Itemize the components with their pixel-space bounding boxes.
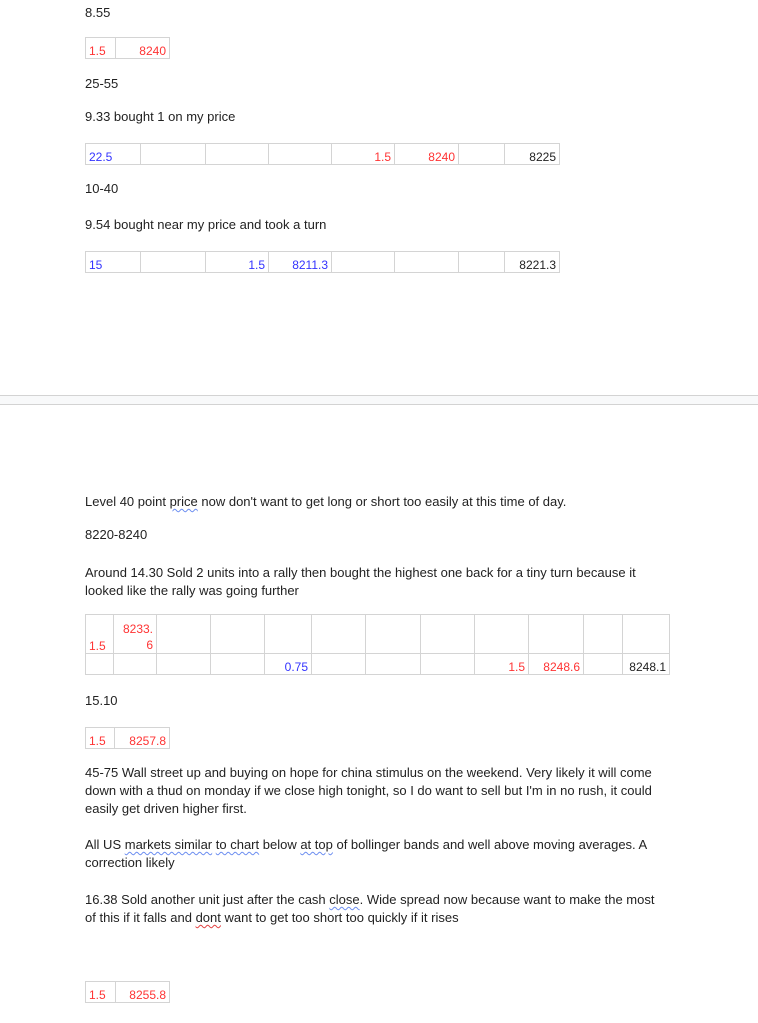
note-us-markets (85, 836, 675, 872)
table-cell[interactable] (366, 654, 421, 675)
trade-table-b (85, 143, 560, 165)
table-cell[interactable] (312, 615, 366, 654)
table-cell[interactable]: 8248.6 (529, 654, 584, 675)
grammar-flagged-word[interactable]: close (329, 892, 360, 907)
table-cell[interactable] (206, 144, 269, 165)
table-cell[interactable] (623, 615, 670, 654)
table-cell[interactable] (584, 654, 623, 675)
note-954: 9.54 bought near my price and took a turn (85, 217, 327, 232)
text-span: below (259, 837, 301, 852)
table-cell[interactable]: 0.75 (265, 654, 312, 675)
grammar-flagged-phrase[interactable]: at top (300, 837, 333, 852)
table-cell[interactable] (157, 615, 211, 654)
table-row (86, 728, 170, 749)
table-cell[interactable] (269, 144, 332, 165)
table-cell[interactable] (86, 654, 114, 675)
table-cell[interactable] (157, 654, 211, 675)
trade-table-c (85, 251, 560, 273)
table-cell[interactable]: 1.5 (86, 615, 114, 654)
table-cell[interactable] (141, 144, 206, 165)
table-cell[interactable] (366, 615, 421, 654)
text-span: Level 40 point (85, 494, 170, 509)
table-cell[interactable] (332, 252, 395, 273)
table-cell[interactable]: 8221.3 (505, 252, 560, 273)
table-cell[interactable]: 8211.3 (269, 252, 332, 273)
table-cell[interactable] (421, 615, 475, 654)
table-cell[interactable] (529, 615, 584, 654)
grammar-flagged-phrase[interactable]: to chart (215, 837, 260, 852)
range-label-8220: 8220-8240 (85, 527, 148, 542)
range-label-2555: 25-55 (85, 76, 119, 91)
trade-table-e (85, 727, 170, 749)
table-cell[interactable]: 1.5 (86, 728, 115, 749)
table-cell[interactable] (141, 252, 206, 273)
table-cell[interactable]: 1.5 (206, 252, 269, 273)
table-cell[interactable] (459, 252, 505, 273)
text-span: of bollinger bands and well above moving averages. A correction likely (85, 837, 647, 870)
table-cell[interactable] (584, 615, 623, 654)
table-cell[interactable]: 1.5 (332, 144, 395, 165)
table-cell[interactable]: 8257.8 (115, 728, 170, 749)
table-cell[interactable] (211, 654, 265, 675)
note-1638 (85, 891, 665, 927)
spelling-flagged-word[interactable]: dont (195, 910, 221, 925)
table-cell[interactable]: 15 (86, 252, 141, 273)
table-cell[interactable] (421, 654, 475, 675)
table-cell[interactable]: 8248.1 (623, 654, 670, 675)
grammar-flagged-phrase[interactable]: markets similar (124, 837, 213, 852)
table-cell[interactable]: 22.5 (86, 144, 141, 165)
document-page-1 (0, 0, 758, 395)
table-row (86, 982, 170, 1003)
table-cell[interactable] (211, 615, 265, 654)
table-row (86, 252, 560, 273)
table-row (86, 38, 170, 59)
note-1430: Around 14.30 Sold 2 units into a rally then bought the highest one back for a tiny turn because it looked like the rally was going further (85, 565, 636, 598)
level-note (85, 493, 566, 511)
text-span: now don't want to get long or short too easily at this time of day. (197, 494, 567, 509)
table-cell[interactable]: 1.5 (86, 982, 116, 1003)
table-cell[interactable]: 8240 (395, 144, 459, 165)
table-cell[interactable]: 8255.8 (116, 982, 170, 1003)
table-row (86, 144, 560, 165)
trade-table-a (85, 37, 170, 59)
note-4575: 45-75 Wall street up and buying on hope for china stimulus on the weekend. Very likely it will come down with a thud on monday if we close high tonight, so I do want to sell but I'm in no rush, it could easily get driven higher first. (85, 765, 652, 816)
table-cell[interactable]: 1.5 (475, 654, 529, 675)
note-933: 9.33 bought 1 on my price (85, 109, 236, 124)
table-cell[interactable] (395, 252, 459, 273)
table-cell[interactable]: 1.5 (86, 38, 116, 59)
table-cell[interactable]: 8225 (505, 144, 560, 165)
grammar-flagged-word[interactable]: price (169, 494, 198, 509)
table-cell[interactable] (475, 615, 529, 654)
text-span: . Wide spread now because want to make the most of this if it falls and (85, 892, 655, 925)
table-cell[interactable] (459, 144, 505, 165)
text-span: want to get too short too quickly if it rises (220, 910, 459, 925)
text-span: All US (85, 837, 125, 852)
table-row (86, 615, 670, 654)
table-row (86, 654, 670, 675)
time-label-1510: 15.10 (85, 693, 118, 708)
time-label-855: 8.55 (85, 5, 111, 20)
table-cell[interactable]: 8233.6 (114, 615, 157, 654)
table-cell[interactable] (114, 654, 157, 675)
trade-table-d (85, 614, 670, 675)
table-cell[interactable]: 8240 (116, 38, 170, 59)
table-cell[interactable] (265, 615, 312, 654)
document-page-2 (0, 405, 758, 1023)
trade-table-f (85, 981, 170, 1003)
table-cell[interactable] (312, 654, 366, 675)
text-span: 16.38 Sold another unit just after the cash (85, 892, 330, 907)
range-label-1040: 10-40 (85, 181, 119, 196)
page-break-divider (0, 395, 758, 405)
